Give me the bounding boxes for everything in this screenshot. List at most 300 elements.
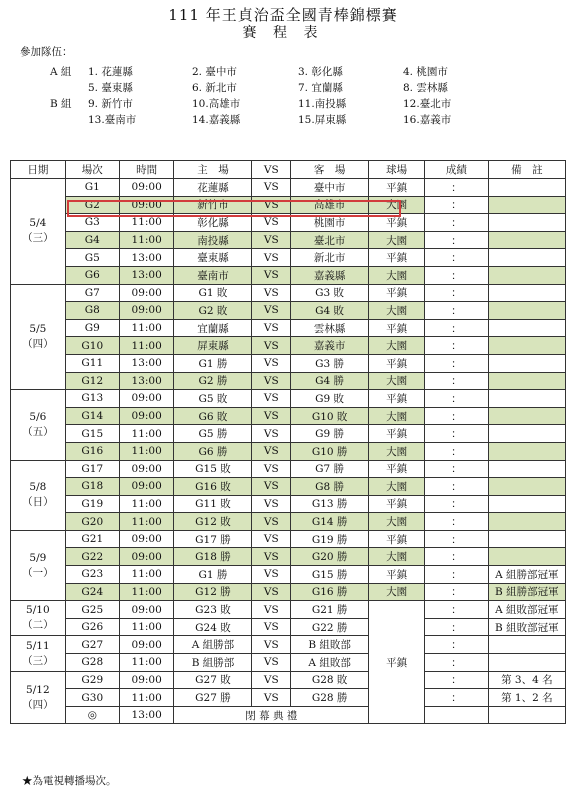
team-item: 16.嘉義市 (403, 114, 452, 126)
date-cell (11, 284, 66, 390)
vs-cell: VS (252, 231, 291, 249)
time-cell: 09:00 (119, 407, 174, 425)
home-cell: 南投縣 (174, 231, 252, 249)
table-row (11, 284, 566, 302)
score-cell: ： (425, 319, 489, 337)
vs-cell: VS (252, 566, 291, 584)
away-cell: G4 勝 (291, 372, 369, 390)
field-cell: 平鎮 (369, 530, 425, 548)
time-cell: 11:00 (119, 513, 174, 531)
table-row (11, 654, 566, 672)
note-cell (488, 478, 565, 496)
table-row (11, 671, 566, 689)
field-cell-final: 平鎮 (369, 601, 425, 724)
vs-cell: VS (252, 390, 291, 408)
field-cell: 平鎮 (369, 284, 425, 302)
game-cell: G25 (65, 601, 119, 619)
home-cell: 臺東縣 (174, 249, 252, 267)
score-cell: ： (425, 460, 489, 478)
header-date: 日期 (11, 161, 66, 179)
away-cell: 桃園市 (291, 214, 369, 232)
date-day: （五） (22, 425, 54, 438)
home-cell: G6 勝 (174, 442, 252, 460)
home-cell: G18 勝 (174, 548, 252, 566)
note-cell (488, 266, 565, 284)
field-cell: 平鎮 (369, 566, 425, 584)
score-cell-empty (425, 706, 489, 724)
away-cell: G13 勝 (291, 495, 369, 513)
game-cell: G6 (65, 266, 119, 284)
time-cell: 11:00 (119, 231, 174, 249)
vs-cell: VS (252, 179, 291, 197)
note-cell: 第 3、4 名 (488, 671, 565, 689)
field-cell: 大園 (369, 302, 425, 320)
away-cell: B 組敗部 (291, 636, 369, 654)
time-cell: 09:00 (119, 478, 174, 496)
note-cell (488, 337, 565, 355)
home-cell: G12 勝 (174, 583, 252, 601)
away-cell: G10 敗 (291, 407, 369, 425)
home-cell: A 組勝部 (174, 636, 252, 654)
away-cell: 嘉義縣 (291, 266, 369, 284)
home-cell: G16 敗 (174, 478, 252, 496)
date-cell (11, 671, 66, 724)
game-cell: G20 (65, 513, 119, 531)
note-cell (488, 530, 565, 548)
note-cell (488, 495, 565, 513)
table-row (11, 495, 566, 513)
home-cell: G2 敗 (174, 302, 252, 320)
teams-heading: 參加隊伍： (20, 46, 73, 58)
note-cell (488, 548, 565, 566)
header-score: 成績 (425, 161, 489, 179)
date-cell (11, 530, 66, 600)
game-cell: G8 (65, 302, 119, 320)
table-row (11, 407, 566, 425)
note-cell (488, 302, 565, 320)
score-cell: ： (425, 390, 489, 408)
away-cell: G8 勝 (291, 478, 369, 496)
date-day: （四） (22, 698, 54, 711)
time-cell: 09:00 (119, 548, 174, 566)
home-cell: G27 勝 (174, 689, 252, 707)
game-cell: G24 (65, 583, 119, 601)
home-cell: G27 敗 (174, 671, 252, 689)
game-cell: G7 (65, 284, 119, 302)
field-cell: 大園 (369, 442, 425, 460)
date-value: 5/12 (26, 683, 50, 696)
field-cell: 大園 (369, 337, 425, 355)
table-row (11, 354, 566, 372)
note-cell: 第 1、2 名 (488, 689, 565, 707)
vs-cell: VS (252, 319, 291, 337)
time-cell: 11:00 (119, 337, 174, 355)
vs-cell: VS (252, 495, 291, 513)
date-value: 5/6 (29, 410, 47, 423)
home-cell: G17 勝 (174, 530, 252, 548)
team-item: 1. 花蓮縣 (88, 66, 133, 78)
header-home: 主 場 (174, 161, 252, 179)
schedule-table (10, 160, 566, 724)
away-cell: G10 勝 (291, 442, 369, 460)
table-row (11, 689, 566, 707)
field-cell: 平鎮 (369, 214, 425, 232)
field-cell: 大園 (369, 372, 425, 390)
vs-cell: VS (252, 302, 291, 320)
score-cell: ： (425, 530, 489, 548)
field-cell: 平鎮 (369, 319, 425, 337)
score-cell: ： (425, 284, 489, 302)
note-cell (488, 354, 565, 372)
team-item: 11.南投縣 (298, 98, 347, 110)
table-row (11, 319, 566, 337)
note-cell (488, 179, 565, 197)
header-time: 時間 (119, 161, 174, 179)
field-cell: 大園 (369, 231, 425, 249)
away-cell: G28 勝 (291, 689, 369, 707)
home-cell: G15 敗 (174, 460, 252, 478)
score-cell: ： (425, 302, 489, 320)
score-cell: ： (425, 618, 489, 636)
score-cell: ： (425, 566, 489, 584)
game-cell: G5 (65, 249, 119, 267)
time-cell: 11:00 (119, 425, 174, 443)
footnote: ★為電視轉播場次。 (22, 775, 117, 787)
header-note: 備 註 (488, 161, 565, 179)
note-cell: A 組敗部冠軍 (488, 601, 565, 619)
time-cell: 11:00 (119, 495, 174, 513)
away-cell: 高雄市 (291, 196, 369, 214)
date-value: 5/10 (26, 604, 50, 617)
vs-cell: VS (252, 249, 291, 267)
field-cell: 平鎮 (369, 179, 425, 197)
table-row (11, 266, 566, 284)
note-cell: A 組勝部冠軍 (488, 566, 565, 584)
date-cell (11, 601, 66, 636)
teams-section (0, 44, 566, 134)
field-cell: 平鎮 (369, 425, 425, 443)
game-cell: G9 (65, 319, 119, 337)
date-value: 5/8 (29, 481, 47, 494)
vs-cell: VS (252, 214, 291, 232)
team-item: 9. 新竹市 (88, 98, 133, 110)
team-item: 3. 彰化縣 (298, 66, 343, 78)
home-cell: 彰化縣 (174, 214, 252, 232)
game-cell: G14 (65, 407, 119, 425)
time-cell: 11:00 (119, 689, 174, 707)
table-row (11, 179, 566, 197)
score-cell: ： (425, 179, 489, 197)
note-cell (488, 654, 565, 672)
time-cell: 13:00 (119, 372, 174, 390)
team-item: 13.臺南市 (88, 114, 137, 126)
home-cell: G1 勝 (174, 566, 252, 584)
score-cell: ： (425, 196, 489, 214)
table-row (11, 636, 566, 654)
time-cell: 11:00 (119, 319, 174, 337)
score-cell: ： (425, 513, 489, 531)
note-cell (488, 442, 565, 460)
vs-cell: VS (252, 425, 291, 443)
home-cell: G1 勝 (174, 354, 252, 372)
score-cell: ： (425, 654, 489, 672)
score-cell: ： (425, 425, 489, 443)
page-title: 111 年王貞治盃全國青棒錦標賽 (168, 6, 398, 24)
time-cell: 11:00 (119, 566, 174, 584)
date-value: 5/11 (26, 639, 50, 652)
date-day: （一） (22, 566, 54, 579)
header-vs: VS (252, 161, 291, 179)
table-row (11, 196, 566, 214)
away-cell: G9 勝 (291, 425, 369, 443)
date-cell (11, 179, 66, 285)
date-day: （三） (22, 654, 54, 667)
game-cell: ◎ (65, 706, 119, 724)
closing-ceremony-cell: 閉 幕 典 禮 (174, 706, 369, 724)
vs-cell: VS (252, 601, 291, 619)
game-cell: G10 (65, 337, 119, 355)
away-cell: G14 勝 (291, 513, 369, 531)
field-cell: 大園 (369, 196, 425, 214)
home-cell: G1 敗 (174, 284, 252, 302)
header-game: 場次 (65, 161, 119, 179)
home-cell: G5 敗 (174, 390, 252, 408)
away-cell: 新北市 (291, 249, 369, 267)
home-cell: G12 敗 (174, 513, 252, 531)
away-cell: 嘉義市 (291, 337, 369, 355)
time-cell: 11:00 (119, 583, 174, 601)
time-cell: 11:00 (119, 654, 174, 672)
game-cell: G30 (65, 689, 119, 707)
note-cell (488, 513, 565, 531)
team-item: 8. 雲林縣 (403, 82, 448, 94)
date-cell (11, 460, 66, 530)
field-cell: 平鎮 (369, 249, 425, 267)
game-cell: G1 (65, 179, 119, 197)
vs-cell: VS (252, 337, 291, 355)
table-row (11, 566, 566, 584)
away-cell: G3 勝 (291, 354, 369, 372)
home-cell: 屏東縣 (174, 337, 252, 355)
score-cell: ： (425, 478, 489, 496)
time-cell: 09:00 (119, 196, 174, 214)
date-day: （二） (22, 619, 54, 632)
team-item: 6. 新北市 (192, 82, 237, 94)
game-cell: G12 (65, 372, 119, 390)
game-cell: G11 (65, 354, 119, 372)
field-cell: 平鎮 (369, 354, 425, 372)
note-cell (488, 249, 565, 267)
home-cell: G11 敗 (174, 495, 252, 513)
time-cell: 09:00 (119, 601, 174, 619)
away-cell: G7 勝 (291, 460, 369, 478)
score-cell: ： (425, 636, 489, 654)
table-row (11, 337, 566, 355)
game-cell: G26 (65, 618, 119, 636)
vs-cell: VS (252, 478, 291, 496)
table-row (11, 442, 566, 460)
away-cell: G21 勝 (291, 601, 369, 619)
home-cell: 臺南市 (174, 266, 252, 284)
note-cell: B 組勝部冠軍 (488, 583, 565, 601)
table-row (11, 460, 566, 478)
vs-cell: VS (252, 284, 291, 302)
table-row (11, 530, 566, 548)
game-cell: G21 (65, 530, 119, 548)
field-cell: 平鎮 (369, 460, 425, 478)
vs-cell: VS (252, 636, 291, 654)
away-cell: 雲林縣 (291, 319, 369, 337)
score-cell: ： (425, 601, 489, 619)
game-cell: G4 (65, 231, 119, 249)
note-cell (488, 390, 565, 408)
group-b-label: B 組 (50, 98, 72, 110)
note-cell (488, 231, 565, 249)
game-cell: G18 (65, 478, 119, 496)
time-cell: 13:00 (119, 706, 174, 724)
header-field: 球場 (369, 161, 425, 179)
vs-cell: VS (252, 407, 291, 425)
score-cell: ： (425, 407, 489, 425)
game-cell: G13 (65, 390, 119, 408)
away-cell: 臺北市 (291, 231, 369, 249)
away-cell: G9 敗 (291, 390, 369, 408)
table-row (11, 372, 566, 390)
game-cell: G22 (65, 548, 119, 566)
time-cell: 11:00 (119, 214, 174, 232)
home-cell: G24 敗 (174, 618, 252, 636)
away-cell: 臺中市 (291, 179, 369, 197)
game-cell: G2 (65, 196, 119, 214)
team-item: 14.嘉義縣 (192, 114, 241, 126)
away-cell: G4 敗 (291, 302, 369, 320)
away-cell: G22 勝 (291, 618, 369, 636)
note-cell (488, 372, 565, 390)
field-cell: 大園 (369, 407, 425, 425)
team-item: 2. 臺中市 (192, 66, 237, 78)
game-cell: G28 (65, 654, 119, 672)
vs-cell: VS (252, 266, 291, 284)
time-cell: 11:00 (119, 442, 174, 460)
team-item: 10.高雄市 (192, 98, 241, 110)
vs-cell: VS (252, 689, 291, 707)
home-cell: G23 敗 (174, 601, 252, 619)
game-cell: G29 (65, 671, 119, 689)
home-cell: 宜蘭縣 (174, 319, 252, 337)
time-cell: 09:00 (119, 179, 174, 197)
score-cell: ： (425, 583, 489, 601)
date-day: （三） (22, 232, 54, 245)
vs-cell: VS (252, 671, 291, 689)
time-cell: 09:00 (119, 530, 174, 548)
table-row (11, 214, 566, 232)
time-cell: 09:00 (119, 302, 174, 320)
table-row (11, 302, 566, 320)
note-cell (488, 425, 565, 443)
vs-cell: VS (252, 618, 291, 636)
vs-cell: VS (252, 530, 291, 548)
date-value: 5/5 (29, 322, 47, 335)
note-cell (488, 460, 565, 478)
table-row (11, 618, 566, 636)
home-cell: B 組勝部 (174, 654, 252, 672)
note-cell (488, 284, 565, 302)
game-cell: G16 (65, 442, 119, 460)
home-cell: 花蓮縣 (174, 179, 252, 197)
note-cell (488, 196, 565, 214)
field-cell: 大園 (369, 513, 425, 531)
group-a-label: A 組 (50, 66, 72, 78)
table-row (11, 249, 566, 267)
date-value: 5/9 (29, 551, 47, 564)
note-cell (488, 319, 565, 337)
time-cell: 09:00 (119, 636, 174, 654)
team-item: 5. 臺東縣 (88, 82, 133, 94)
away-cell: G3 敗 (291, 284, 369, 302)
table-row-closing (11, 706, 566, 724)
time-cell: 11:00 (119, 618, 174, 636)
time-cell: 09:00 (119, 460, 174, 478)
team-item: 7. 宜蘭縣 (298, 82, 343, 94)
note-cell (488, 636, 565, 654)
date-cell (11, 390, 66, 460)
score-cell: ： (425, 495, 489, 513)
game-cell: G23 (65, 566, 119, 584)
time-cell: 09:00 (119, 284, 174, 302)
score-cell: ： (425, 689, 489, 707)
note-cell: B 組敗部冠軍 (488, 618, 565, 636)
away-cell: A 組敗部 (291, 654, 369, 672)
vs-cell: VS (252, 548, 291, 566)
page-subtitle: 賽 程 表 (242, 25, 324, 41)
time-cell: 13:00 (119, 266, 174, 284)
score-cell: ： (425, 337, 489, 355)
date-value: 5/4 (29, 217, 47, 230)
date-day: （四） (22, 337, 54, 350)
table-row (11, 231, 566, 249)
vs-cell: VS (252, 513, 291, 531)
team-item: 12.臺北市 (403, 98, 452, 110)
date-cell (11, 636, 66, 671)
away-cell: G16 勝 (291, 583, 369, 601)
table-row (11, 548, 566, 566)
game-cell: G19 (65, 495, 119, 513)
score-cell: ： (425, 442, 489, 460)
table-row (11, 583, 566, 601)
score-cell: ： (425, 266, 489, 284)
field-cell: 大園 (369, 266, 425, 284)
field-cell: 大園 (369, 478, 425, 496)
vs-cell: VS (252, 460, 291, 478)
score-cell: ： (425, 671, 489, 689)
game-cell: G3 (65, 214, 119, 232)
home-cell: G5 勝 (174, 425, 252, 443)
team-item: 15.屏東縣 (298, 114, 347, 126)
vs-cell: VS (252, 354, 291, 372)
field-cell: 平鎮 (369, 390, 425, 408)
game-cell: G27 (65, 636, 119, 654)
note-cell (488, 407, 565, 425)
note-cell-empty (488, 706, 565, 724)
table-row (11, 390, 566, 408)
header-row (11, 161, 566, 179)
game-cell: G17 (65, 460, 119, 478)
away-cell: G15 勝 (291, 566, 369, 584)
away-cell: G19 勝 (291, 530, 369, 548)
table-row (11, 513, 566, 531)
header-away: 客 場 (291, 161, 369, 179)
date-day: （日） (22, 496, 54, 509)
